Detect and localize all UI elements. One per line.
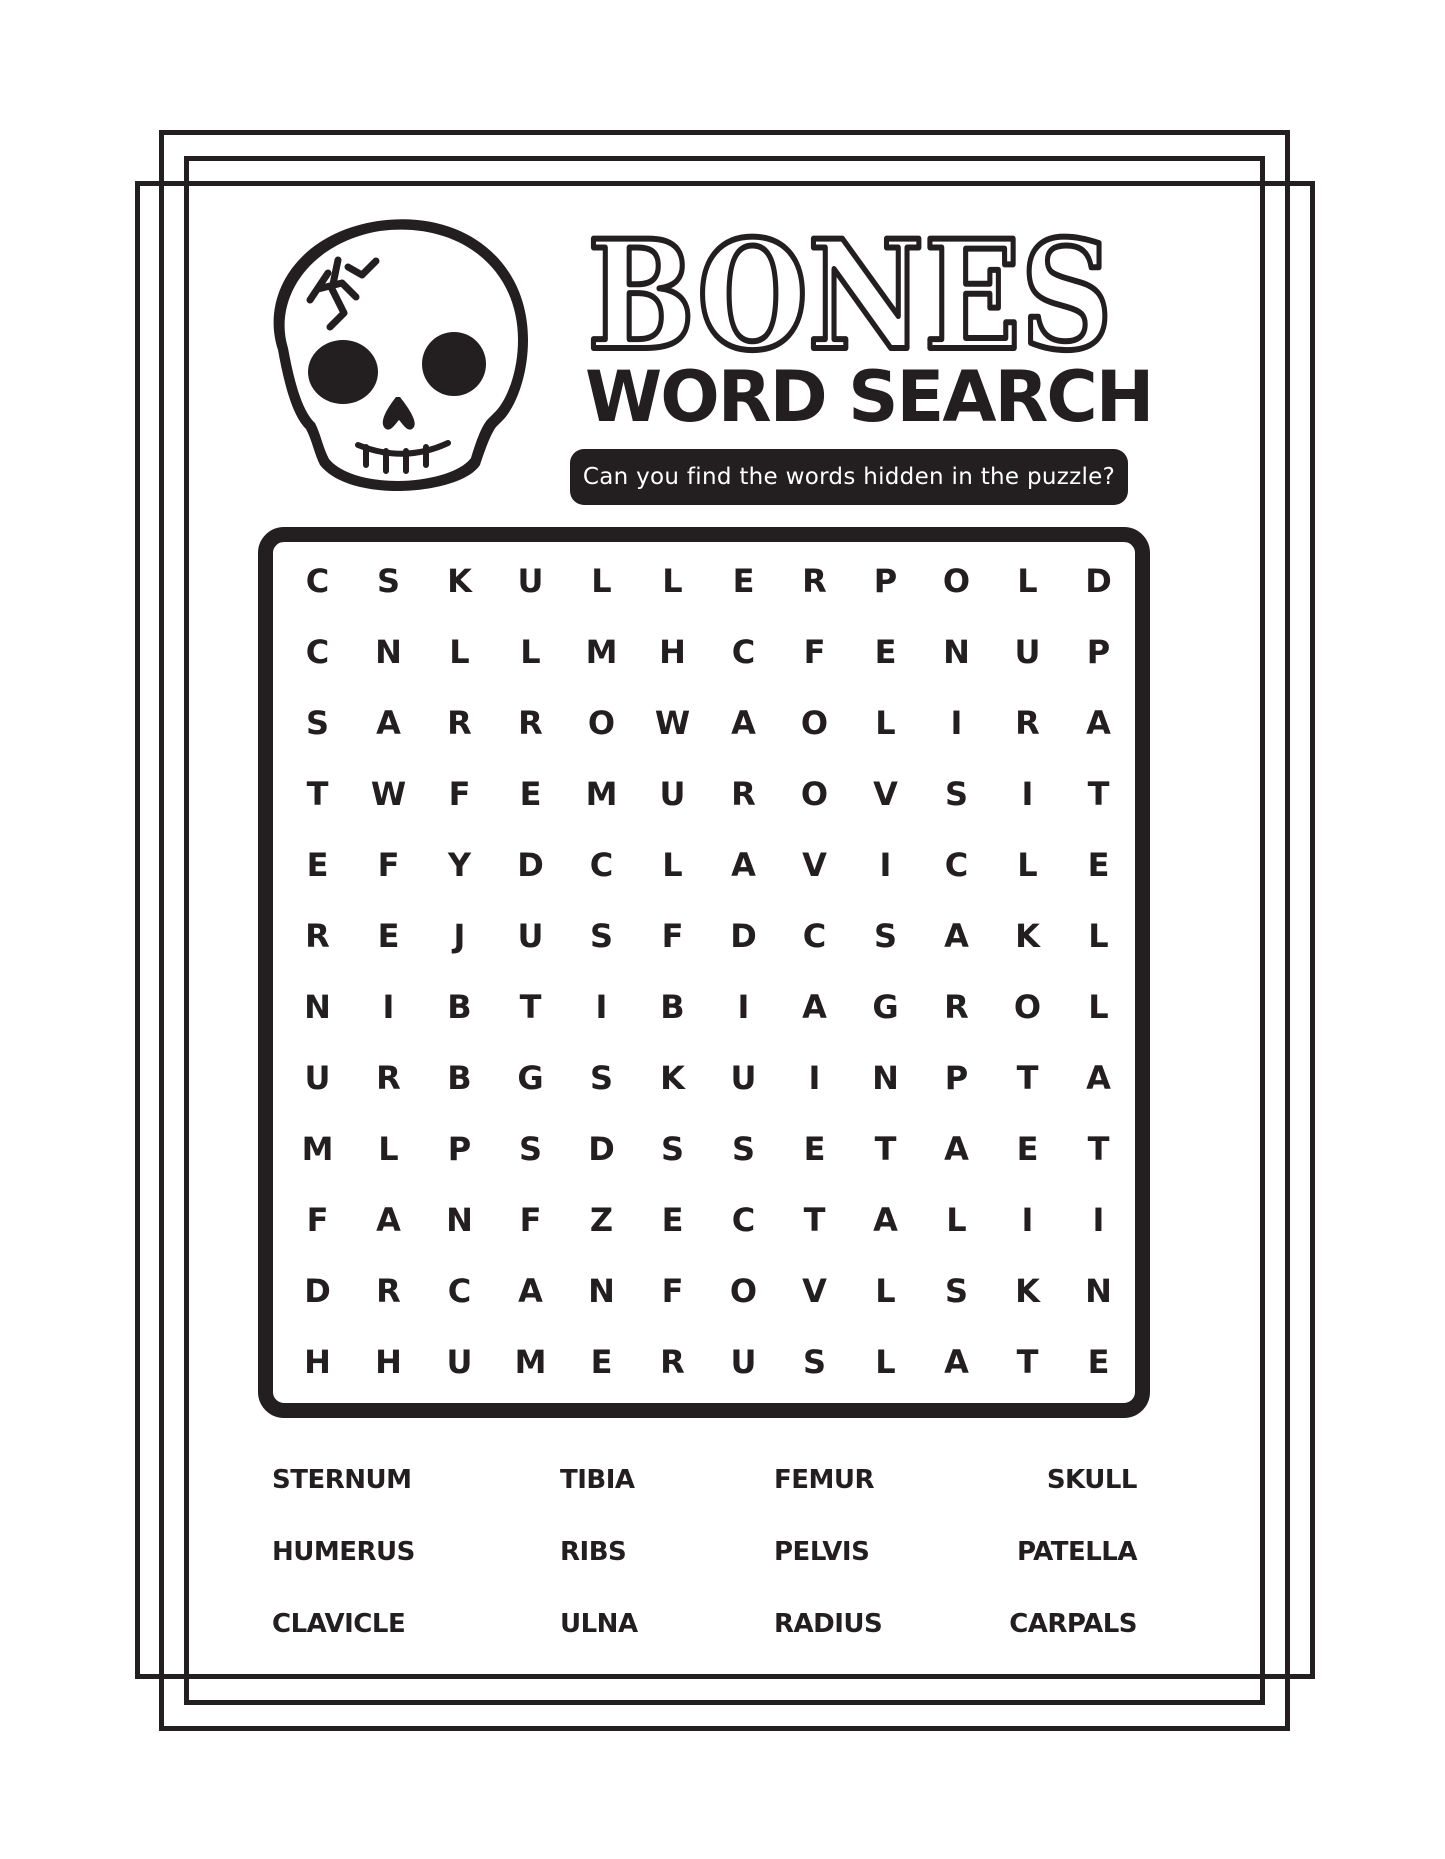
grid-cell[interactable]: N	[304, 987, 331, 1026]
grid-cell[interactable]: S	[660, 1129, 685, 1168]
grid-cell[interactable]: U	[304, 1058, 331, 1097]
grid-cell[interactable]: R	[731, 774, 756, 813]
grid-cell[interactable]: L	[1017, 561, 1038, 600]
grid-cell[interactable]: N	[375, 632, 402, 671]
grid-cell[interactable]: L	[662, 561, 683, 600]
word-list-item: ULNA	[560, 1609, 638, 1639]
grid-cell[interactable]: I	[1021, 774, 1034, 813]
grid-cell[interactable]: S	[376, 561, 401, 600]
grid-cell[interactable]: B	[660, 987, 685, 1026]
grid-cell[interactable]: J	[453, 916, 466, 955]
skull-icon	[258, 215, 543, 495]
grid-cell[interactable]: I	[950, 703, 963, 742]
grid-cell[interactable]: S	[731, 1129, 756, 1168]
grid-cell[interactable]: N	[943, 632, 970, 671]
grid-cell[interactable]: S	[944, 1271, 969, 1310]
grid-cell[interactable]: I	[1092, 1200, 1105, 1239]
grid-cell[interactable]: R	[1015, 703, 1040, 742]
grid-cell[interactable]: C	[305, 561, 330, 600]
grid-cell[interactable]: I	[595, 987, 608, 1026]
grid-cell[interactable]: A	[873, 1200, 898, 1239]
title-text: BONES	[587, 228, 1113, 368]
grid-cell[interactable]: T	[874, 1129, 897, 1168]
grid-cell[interactable]: R	[518, 703, 543, 742]
grid-cell[interactable]: F	[803, 632, 826, 671]
grid-cell[interactable]: U	[517, 561, 544, 600]
grid-cell[interactable]: K	[447, 561, 472, 600]
grid-cell[interactable]: E	[732, 561, 755, 600]
grid-cell[interactable]: V	[802, 845, 827, 884]
word-list-item: CLAVICLE	[272, 1609, 406, 1639]
grid-cell[interactable]: R	[944, 987, 969, 1026]
grid-cell[interactable]: W	[370, 774, 407, 813]
grid-cell[interactable]: R	[305, 916, 330, 955]
grid-cell[interactable]: I	[382, 987, 395, 1026]
grid-cell[interactable]: C	[589, 845, 614, 884]
grid-cell[interactable]: U	[730, 1342, 757, 1381]
grid-cell[interactable]: S	[305, 703, 330, 742]
grid-cell[interactable]: A	[731, 845, 756, 884]
grid-cell[interactable]: O	[729, 1271, 758, 1310]
grid-cell[interactable]: L	[449, 632, 470, 671]
grid-cell[interactable]: E	[1087, 845, 1110, 884]
grid-cell[interactable]: F	[306, 1200, 329, 1239]
word-list-item: STERNUM	[272, 1465, 412, 1495]
grid-cell[interactable]: S	[873, 916, 898, 955]
grid-cell[interactable]: Y	[447, 845, 472, 884]
grid-cell[interactable]: C	[731, 632, 756, 671]
grid-cell[interactable]: A	[1086, 703, 1111, 742]
grid-cell[interactable]: A	[944, 1129, 969, 1168]
grid-cell[interactable]: M	[514, 1342, 547, 1381]
grid-cell[interactable]: P	[944, 1058, 969, 1097]
grid-cell[interactable]: C	[731, 1200, 756, 1239]
grid-cell[interactable]: L	[520, 632, 541, 671]
grid-cell[interactable]: E	[661, 1200, 684, 1239]
grid-cell[interactable]: H	[659, 632, 686, 671]
word-list-item: PATELLA	[1016, 1537, 1137, 1567]
grid-cell[interactable]: L	[662, 845, 683, 884]
grid-cell[interactable]: U	[1014, 632, 1041, 671]
grid-cell[interactable]: O	[1013, 987, 1042, 1026]
grid-cell[interactable]: P	[873, 561, 898, 600]
grid-cell[interactable]: R	[447, 703, 472, 742]
grid-cell[interactable]: L	[378, 1129, 399, 1168]
grid-cell[interactable]: R	[660, 1342, 685, 1381]
grid-cell[interactable]: O	[800, 703, 829, 742]
grid-cell[interactable]: S	[802, 1342, 827, 1381]
grid-cell[interactable]: U	[730, 1058, 757, 1097]
grid-cell[interactable]: E	[519, 774, 542, 813]
grid-cell[interactable]: L	[875, 1342, 896, 1381]
grid-cell[interactable]: A	[376, 703, 401, 742]
grid-cell[interactable]: T	[1016, 1058, 1039, 1097]
grid-cell[interactable]: R	[376, 1271, 401, 1310]
grid-cell[interactable]: T	[1016, 1342, 1039, 1381]
word-list-item: PELVIS	[774, 1537, 870, 1567]
grid-cell[interactable]: K	[1015, 916, 1040, 955]
grid-cell[interactable]: S	[589, 916, 614, 955]
instruction-text: Can you find the words hidden in the puzzle?	[582, 464, 1116, 490]
page-title	[580, 228, 1120, 368]
grid-cell[interactable]: E	[306, 845, 329, 884]
grid-cell[interactable]: I	[1021, 1200, 1034, 1239]
grid-cell[interactable]: C	[944, 845, 969, 884]
grid-cell[interactable]: A	[1086, 1058, 1111, 1097]
grid-cell[interactable]: W	[654, 703, 691, 742]
word-list-item: RADIUS	[774, 1609, 883, 1639]
grid-cell[interactable]: K	[660, 1058, 685, 1097]
grid-cell[interactable]: M	[301, 1129, 334, 1168]
grid-cell[interactable]: N	[588, 1271, 615, 1310]
grid-cell[interactable]: E	[377, 916, 400, 955]
grid-cell[interactable]: N	[1085, 1271, 1112, 1310]
grid-cell[interactable]: U	[446, 1342, 473, 1381]
grid-cell[interactable]: T	[306, 774, 329, 813]
grid-cell[interactable]: Z	[589, 1200, 614, 1239]
grid-cell[interactable]: D	[517, 845, 544, 884]
grid-cell[interactable]: U	[659, 774, 686, 813]
word-list	[272, 1465, 1137, 1685]
grid-cell[interactable]: C	[447, 1271, 472, 1310]
word-list-item: FEMUR	[774, 1465, 875, 1495]
grid-cell[interactable]: C	[305, 632, 330, 671]
grid-cell[interactable]: A	[731, 703, 756, 742]
grid-cell[interactable]: A	[518, 1271, 543, 1310]
grid-cell[interactable]: E	[1016, 1129, 1039, 1168]
grid-cell[interactable]: T	[1087, 1129, 1110, 1168]
grid-cell[interactable]: B	[447, 987, 472, 1026]
grid-cell[interactable]: P	[447, 1129, 472, 1168]
grid-cell[interactable]: S	[518, 1129, 543, 1168]
grid-cell[interactable]: F	[377, 845, 400, 884]
grid-cell[interactable]: L	[1088, 987, 1109, 1026]
grid-cell[interactable]: I	[879, 845, 892, 884]
grid-cell[interactable]: H	[304, 1342, 331, 1381]
grid-cell[interactable]: H	[375, 1342, 402, 1381]
grid-cell[interactable]: G	[872, 987, 899, 1026]
word-list-item: CARPALS	[1009, 1609, 1137, 1639]
word-list-item: RIBS	[560, 1537, 627, 1567]
grid-cell[interactable]: I	[808, 1058, 821, 1097]
word-list-item: SKULL	[1046, 1465, 1137, 1495]
grid-cell[interactable]: F	[448, 774, 471, 813]
grid-cell[interactable]: A	[944, 916, 969, 955]
grid-cell[interactable]: E	[590, 1342, 613, 1381]
grid-cell[interactable]: F	[519, 1200, 542, 1239]
grid-cell[interactable]: T	[519, 987, 542, 1026]
grid-cell[interactable]: L	[875, 703, 896, 742]
grid-cell[interactable]: A	[802, 987, 827, 1026]
grid-cell[interactable]: L	[1017, 845, 1038, 884]
grid-cell[interactable]: P	[1086, 632, 1111, 671]
grid-cell[interactable]: F	[661, 916, 684, 955]
grid-cell[interactable]: O	[587, 703, 616, 742]
grid-cell[interactable]: S	[589, 1058, 614, 1097]
word-list-item: HUMERUS	[272, 1537, 415, 1567]
grid-cell[interactable]: E	[803, 1129, 826, 1168]
grid-cell[interactable]: A	[944, 1342, 969, 1381]
word-list-item: TIBIA	[560, 1465, 635, 1495]
grid-cell[interactable]: T	[1087, 774, 1110, 813]
grid-cell[interactable]: E	[874, 632, 897, 671]
instruction-banner	[570, 449, 1128, 505]
grid-cell[interactable]: D	[304, 1271, 331, 1310]
grid-cell[interactable]: T	[803, 1200, 826, 1239]
grid-cell[interactable]: D	[730, 916, 757, 955]
grid-cell[interactable]: M	[585, 632, 618, 671]
grid-cell[interactable]: L	[591, 561, 612, 600]
grid-cell[interactable]: B	[447, 1058, 472, 1097]
grid-cell[interactable]: A	[376, 1200, 401, 1239]
grid-cell[interactable]: O	[800, 774, 829, 813]
grid-cell[interactable]: R	[376, 1058, 401, 1097]
grid-cell[interactable]: N	[446, 1200, 473, 1239]
grid-cell[interactable]: C	[802, 916, 827, 955]
grid-cell[interactable]: L	[946, 1200, 967, 1239]
grid-cell[interactable]: O	[942, 561, 971, 600]
grid-cell[interactable]: S	[944, 774, 969, 813]
grid-cell[interactable]: D	[1085, 561, 1112, 600]
grid-cell[interactable]: D	[588, 1129, 615, 1168]
grid-cell[interactable]: L	[875, 1271, 896, 1310]
grid-cell[interactable]: F	[661, 1271, 684, 1310]
grid-cell[interactable]: V	[873, 774, 898, 813]
grid-cell[interactable]: I	[737, 987, 750, 1026]
grid-cell[interactable]: E	[1087, 1342, 1110, 1381]
grid-cell[interactable]: K	[1015, 1271, 1040, 1310]
letter-grid	[282, 545, 1134, 1397]
grid-cell[interactable]: R	[802, 561, 827, 600]
grid-cell[interactable]: G	[517, 1058, 544, 1097]
subtitle: WORD SEARCH	[585, 356, 1153, 438]
grid-cell[interactable]: U	[517, 916, 544, 955]
grid-cell[interactable]: N	[872, 1058, 899, 1097]
grid-cell[interactable]: L	[1088, 916, 1109, 955]
grid-cell[interactable]: V	[802, 1271, 827, 1310]
grid-cell[interactable]: M	[585, 774, 618, 813]
